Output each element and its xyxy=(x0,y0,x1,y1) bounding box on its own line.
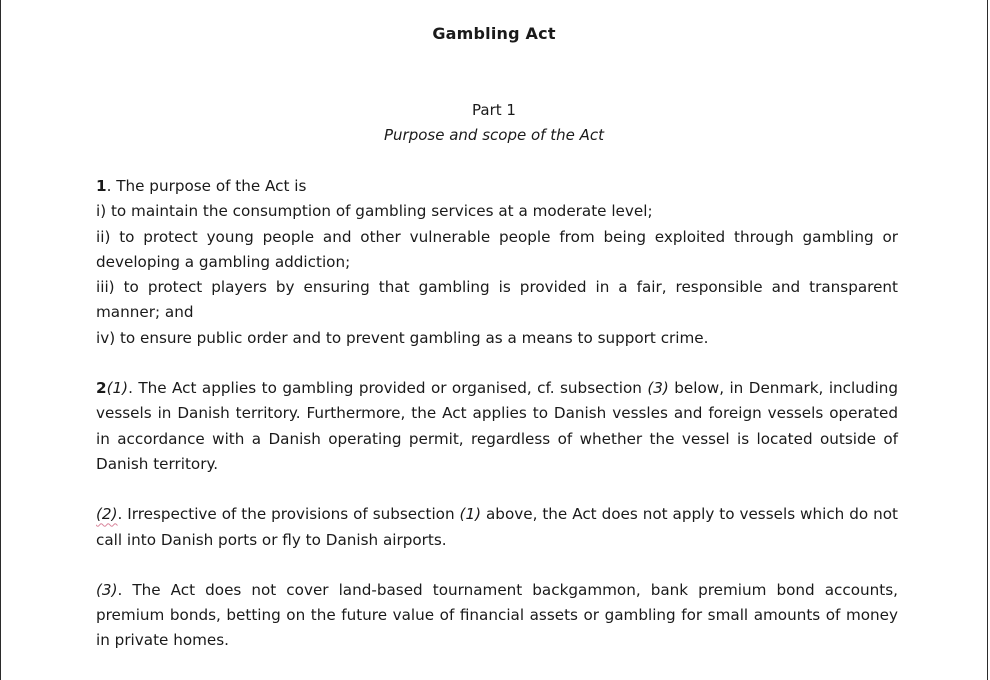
section-2-subsection-1 xyxy=(96,376,898,477)
section-1-item-ii: ii) to protect young people and other vulnerable people from being exploited through gambling or developing a gambling addiction; xyxy=(96,227,898,271)
subsection-1-text-a: . The Act applies to gambling provided or organised, cf. subsection xyxy=(128,379,648,398)
subsection-1-label: (1) xyxy=(106,379,129,398)
subsection-3-text: . The Act does not cover land-based tournament backgammon, bank premium bond accounts, premium bonds, betting on the future value of financial assets or gambling for small amounts of money in private homes. xyxy=(96,580,898,650)
section-2-number: 2 xyxy=(96,379,107,398)
section-1-item-iii: iii) to protect players by ensuring that gambling is provided in a fair, responsible and transparent manner; and xyxy=(96,278,898,322)
document-body xyxy=(96,174,898,654)
subsection-1-ref: (3) xyxy=(647,379,669,398)
subsection-2-text-a: . Irrespective of the provisions of subsection xyxy=(117,505,460,524)
part-subtitle: Purpose and scope of the Act xyxy=(384,126,604,144)
subsection-2-ref: (1) xyxy=(459,505,482,524)
section-1-item-i: i) to maintain the consumption of gambling services at a moderate level; xyxy=(96,202,653,221)
subsection-3-label: (3) xyxy=(96,580,118,599)
subsection-2-text-b: above, the Act does not apply to vessels which do not call into Danish ports or fly to Danish airports. xyxy=(96,505,898,549)
section-1-lead-text: . The purpose of the Act is xyxy=(106,177,307,195)
section-2-subsection-3 xyxy=(96,578,898,654)
subsection-2-label: (2) xyxy=(96,505,118,524)
part-label: Part 1 xyxy=(472,101,516,119)
section-1-number: 1 xyxy=(96,177,107,195)
section-1-item-iv: iv) to ensure public order and to prevent gambling as a means to support crime. xyxy=(96,328,709,347)
section-2-subsection-2 xyxy=(96,502,898,553)
document-title: Gambling Act xyxy=(432,24,556,43)
section-1-lead xyxy=(96,174,898,199)
subsection-1-text-b: below, in Denmark, including vessels in Danish territory. Furthermore, the Act applies to Danish vessles and foreign vessels operated in accordance with a Danish operating permit, regardless of whether the vessel is located outside of Danish territory. xyxy=(96,379,898,473)
